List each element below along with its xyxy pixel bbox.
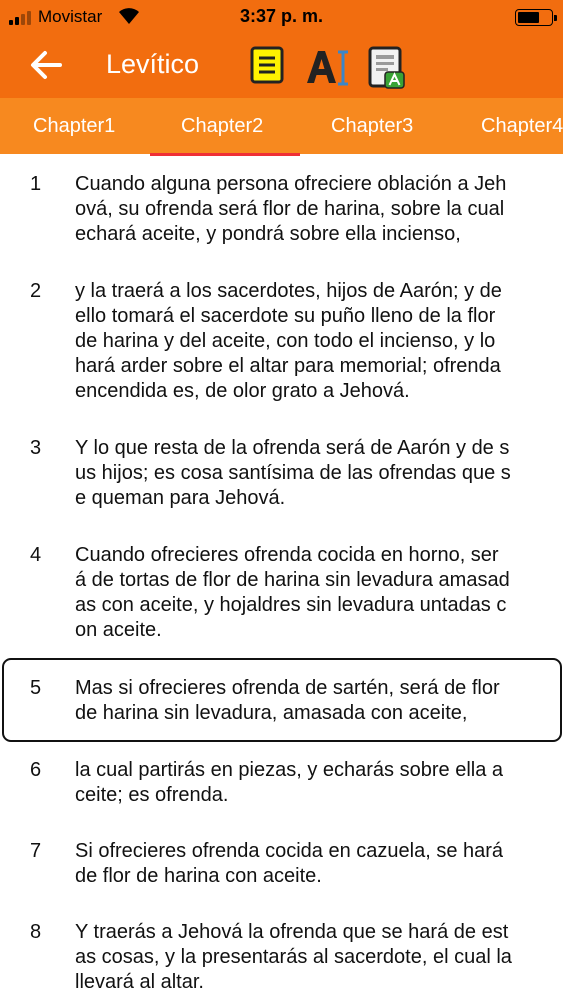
app-header [0, 0, 563, 98]
book-title: Levítico [106, 49, 200, 79]
battery-icon [515, 9, 553, 26]
note-icon[interactable] [250, 46, 284, 84]
verse-text: Y lo que resta de la ofrenda será de Aarón y de s us hijos; es cosa santísima de las ofrendas que s e queman para Jehová. [75, 437, 511, 509]
font-size-icon[interactable] [305, 46, 351, 88]
toolbar [0, 34, 563, 98]
tab-chapter3[interactable]: Chapter3 [331, 115, 414, 137]
verse-number: 5 [30, 677, 42, 699]
verse-number: 3 [30, 437, 42, 459]
verse-text: Si ofrecieres ofrenda cocida en cazuela, se hará de flor de harina con aceite. [75, 840, 504, 887]
verse-text: Y traerás a Jehová la ofrenda que se hará de est as cosas, y la presentarás al sacerdote, el cual la llevará al altar. [75, 921, 512, 993]
document-icon[interactable] [367, 46, 407, 90]
verse-text: Cuando alguna persona ofreciere oblación a Jeh ová, su ofrenda será flor de harina, sobre la cual echará aceite, y pondrá sobre ella incienso, [75, 173, 507, 245]
back-arrow-icon[interactable] [30, 50, 64, 80]
verse-text: Mas si ofrecieres ofrenda de sartén, será de flor de harina sin levadura, amasada con aceite, [75, 677, 500, 724]
tab-chapter2[interactable]: Chapter2 [181, 115, 264, 137]
status-bar [0, 0, 563, 34]
chapter-tabs [0, 98, 563, 154]
verse-text: y la traerá a los sacerdotes, hijos de Aarón; y de ello tomará el sacerdote su puño lleno de la flor de harina y del aceite, con todo el incienso, y lo hará arder sobre el altar para memorial; ofrenda encendida es, de olor grato a Jehová. [75, 280, 502, 402]
active-tab-indicator [150, 153, 300, 156]
verse-text: la cual partirás en piezas, y echarás sobre ella a ceite; es ofrenda. [75, 759, 504, 806]
verse-number: 4 [30, 544, 42, 566]
verse-number: 8 [30, 921, 42, 943]
tab-chapter1[interactable]: Chapter1 [33, 115, 116, 137]
verse-text: Cuando ofrecieres ofrenda cocida en horno, ser á de tortas de flor de harina sin levadura amasad as con aceite, y hojaldres sin levadura untadas c on aceite. [75, 544, 510, 641]
verse-number: 6 [30, 759, 42, 781]
tab-chapter4[interactable]: Chapter4 [481, 115, 563, 137]
status-time: 3:37 p. m. [239, 6, 324, 26]
carrier-name: Movistar [38, 7, 103, 26]
verse-number: 1 [30, 173, 42, 195]
verse-number: 2 [30, 280, 42, 302]
verse-number: 7 [30, 840, 42, 862]
